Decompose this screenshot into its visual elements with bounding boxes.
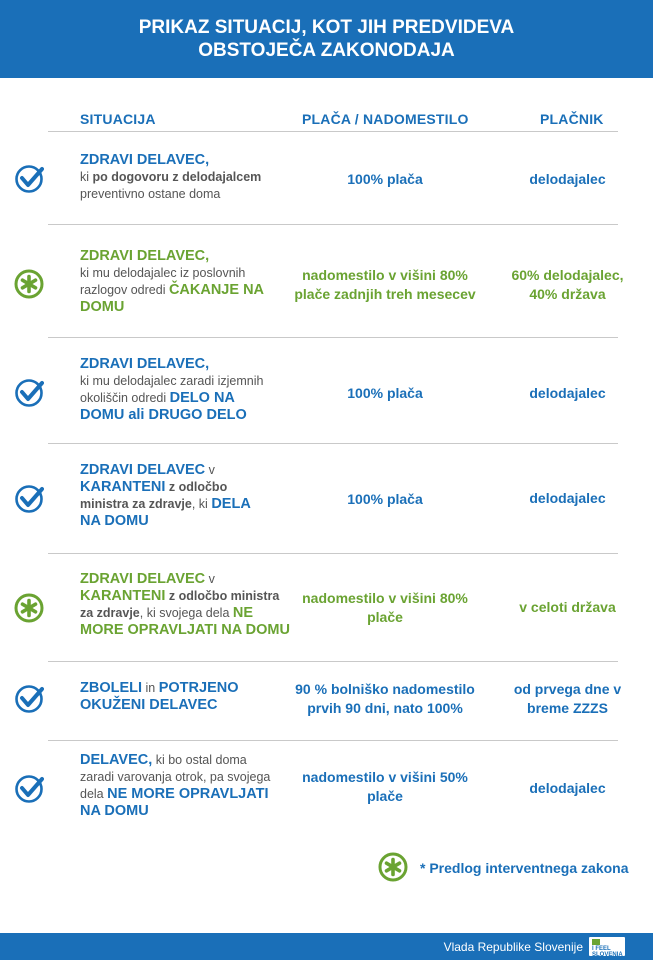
- divider: [48, 337, 618, 338]
- title-line-2: OBSTOJEČA ZAKONODAJA: [198, 40, 455, 61]
- divider: [48, 131, 618, 132]
- divider: [48, 224, 618, 225]
- payer-line: 40% država: [529, 286, 606, 302]
- situation-highlight: NA DOMU: [80, 513, 149, 529]
- column-header-payer: PLAČNIK: [540, 111, 604, 127]
- payer-cell: delodajalec: [529, 385, 606, 401]
- situation-highlight: MORE OPRAVLJATI NA DOMU: [80, 622, 290, 638]
- divider: [48, 553, 618, 554]
- situation-text: v: [208, 572, 215, 586]
- situation-text: razlogov odredi: [80, 283, 166, 297]
- situation-title: ZDRAVI DELAVEC,: [80, 356, 210, 372]
- payer-cell: [495, 266, 640, 304]
- leaf-icon: [592, 939, 600, 945]
- payer-cell: [495, 680, 640, 718]
- situation-text-bold: za zdravje: [80, 606, 140, 620]
- check-circle-icon: [14, 484, 44, 514]
- situation-highlight: ČAKANJE NA: [168, 282, 265, 298]
- payment-line: nadomestilo v višini 80%: [302, 267, 468, 283]
- payment-cell: [285, 589, 485, 627]
- payment-cell: [285, 266, 485, 304]
- situation-text: , ki svojega dela: [139, 606, 230, 620]
- situation-cell: [80, 462, 300, 530]
- payment-line: nadomestilo v višini 50%: [302, 769, 468, 785]
- check-circle-icon: [14, 164, 44, 194]
- check-circle-icon: [14, 684, 44, 714]
- payment-cell: 100% plača: [347, 385, 423, 401]
- situation-text: ki mu delodajalec iz poslovnih: [80, 266, 246, 280]
- situation-text: , ki: [191, 497, 208, 511]
- footnote: * Predlog interventnega zakona: [420, 860, 629, 876]
- situation-highlight: KARANTENI: [80, 588, 166, 604]
- situation-title: ZDRAVI DELAVEC,: [80, 248, 210, 264]
- situation-highlight: POTRJENO: [158, 680, 239, 696]
- situation-cell: [80, 248, 300, 316]
- situation-cell: [80, 356, 300, 424]
- situation-title: DELAVEC,: [80, 752, 153, 768]
- situation-cell: [80, 152, 300, 203]
- situation-title: ZDRAVI DELAVEC,: [80, 152, 210, 168]
- divider: [48, 740, 618, 741]
- payment-cell: [285, 680, 485, 718]
- situation-text: dela: [80, 787, 104, 801]
- situation-highlight: DOMU: [80, 299, 125, 315]
- situation-title: ZDRAVI DELAVEC: [80, 462, 206, 478]
- payer-cell: v celoti država: [519, 599, 616, 615]
- payment-cell: 100% plača: [347, 171, 423, 187]
- check-circle-icon: [14, 378, 44, 408]
- payer-cell: delodajalec: [529, 171, 606, 187]
- situation-text: in: [145, 681, 156, 695]
- situation-text: okoliščin odredi: [80, 391, 167, 405]
- situation-highlight: DELA: [211, 496, 251, 512]
- situation-cell: [80, 680, 300, 714]
- divider: [48, 661, 618, 662]
- payment-line: prvih 90 dni, nato 100%: [307, 700, 463, 716]
- situation-text: preventivno ostane doma: [80, 187, 221, 201]
- payer-cell: delodajalec: [529, 490, 606, 506]
- situation-title: ZDRAVI DELAVEC: [80, 571, 206, 587]
- asterisk-circle-icon: [14, 593, 44, 623]
- payer-line: od prvega dne v: [513, 681, 622, 697]
- logo-text: I FEEL: [592, 946, 611, 952]
- column-header-payment: PLAČA / NADOMESTILO: [302, 111, 469, 127]
- payer-line: 60% delodajalec,: [511, 267, 624, 283]
- situation-cell: [80, 571, 305, 639]
- situation-text: v: [208, 463, 215, 477]
- payer-cell: delodajalec: [529, 780, 606, 796]
- situation-text-bold: z odločbo ministra: [168, 589, 280, 603]
- situation-text: zaradi varovanja otrok, pa svojega: [80, 770, 271, 784]
- situation-text: ki mu delodajalec zaradi izjemnih: [80, 374, 264, 388]
- situation-cell: [80, 752, 300, 820]
- asterisk-circle-icon: [378, 852, 408, 882]
- i-feel-slovenia-logo: [589, 937, 625, 956]
- situation-title: ZBOLELI: [80, 680, 143, 696]
- column-header-situation: SITUACIJA: [80, 111, 156, 127]
- footer-bar: [0, 933, 653, 960]
- situation-highlight: NA DOMU: [80, 803, 149, 819]
- situation-highlight: DELO NA: [169, 390, 235, 406]
- title-banner: [0, 0, 653, 78]
- payment-line: plače zadnjih treh mesecev: [294, 286, 476, 302]
- situation-highlight: OKUŽENI DELAVEC: [80, 697, 218, 713]
- title-line-1: PRIKAZ SITUACIJ, KOT JIH PREDVIDEVA: [138, 17, 515, 38]
- payment-line: plače: [367, 609, 403, 625]
- situation-text-bold: z odločbo: [168, 480, 228, 494]
- payment-line: nadomestilo v višini 80%: [302, 590, 468, 606]
- situation-highlight: KARANTENI: [80, 479, 166, 495]
- asterisk-circle-icon: [14, 269, 44, 299]
- situation-text-bold: ministra za zdravje: [80, 497, 192, 511]
- check-circle-icon: [14, 774, 44, 804]
- payer-line: breme ZZZS: [527, 700, 608, 716]
- situation-highlight: NE: [232, 605, 254, 621]
- situation-highlight: DOMU ali DRUGO DELO: [80, 407, 247, 423]
- situation-text: ki bo ostal doma: [155, 753, 247, 767]
- situation-text: ki: [80, 170, 90, 184]
- payment-line: plače: [367, 788, 403, 804]
- footer-text: Vlada Republike Slovenije: [443, 940, 583, 954]
- payment-cell: [285, 768, 485, 806]
- payment-cell: 100% plača: [347, 491, 423, 507]
- divider: [48, 443, 618, 444]
- situation-highlight: NE MORE OPRAVLJATI: [107, 786, 269, 802]
- logo-text: SLOVENIA: [592, 952, 623, 958]
- situation-text-bold: po dogovoru z delodajalcem: [92, 170, 262, 184]
- payment-line: 90 % bolniško nadomestilo: [295, 681, 475, 697]
